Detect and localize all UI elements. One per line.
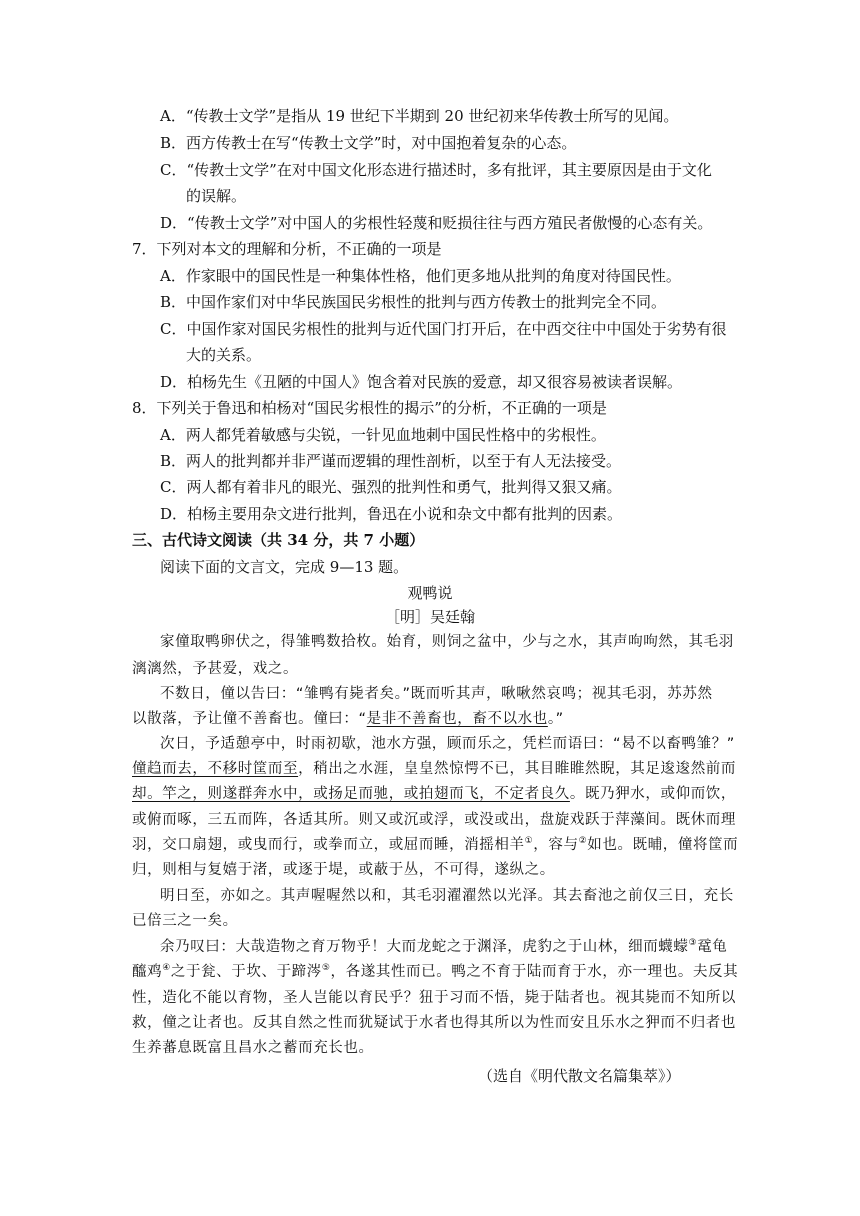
q8-option-d: D．柏杨主要用杂文进行批判，鲁迅在小说和杂文中都有批判的因素。 <box>160 505 623 523</box>
essay-text: 。既乃狎水，或仰而饮， <box>569 786 737 802</box>
essay-text: 羽，交口扇翅，或曳而行，或拳而立，或屈而睡，消摇相羊 <box>132 837 525 853</box>
essay-text: 以散落，予让僮不善畜也。僮曰：“ <box>132 711 367 727</box>
essay-p1-line2: 漓漓然，予甚爱，戏之。 <box>132 661 299 677</box>
q6-option-c-line1: C．“传教士文学”在对中国文化形态进行描述时，多有批评，其主要原因是由于文化 <box>160 161 712 179</box>
footnote-marker: ③ <box>688 938 698 948</box>
footnote-marker: ① <box>524 836 534 846</box>
underlined-sentence: 僮趋而去，不移时筐而至 <box>132 761 299 777</box>
underlined-sentence: 却。竿之，则遂群奔水中，或扬足而驰，或拍翅而飞，不定者良久 <box>132 786 570 802</box>
essay-p5-line5: 生养蕃息既富且昌水之蓄而充长也。 <box>132 1040 374 1056</box>
essay-p5-line3: 性，造化不能以育物，圣人岂能以育民乎？狃于习而不悟，毙于陆者也。视其毙而不知所以 <box>132 990 736 1006</box>
essay-title: 观鸭说 <box>407 584 453 602</box>
section-instruction: 阅读下面的文言文，完成 9—13 题。 <box>160 558 409 576</box>
essay-p5-line2 <box>132 962 738 982</box>
essay-p5-line4: 救，僮之让者也。反其自然之性而犹疑试于水者也得其所以为性而安且乐水之狎而不归者也 <box>132 1015 736 1031</box>
essay-text: 醯鸡 <box>132 964 163 980</box>
essay-p5-line1 <box>160 937 727 957</box>
q6-option-b: B．西方传教士在写“传教士文学”时，对中国抱着复杂的心态。 <box>160 134 577 152</box>
essay-p4-line2: 已倍三之一矣。 <box>132 913 238 929</box>
essay-p2-line2 <box>132 709 564 729</box>
section-heading: 三、古代诗文阅读（共 34 分，共 7 小题） <box>132 531 425 549</box>
q7-option-d: D．柏杨先生《丑陋的中国人》饱含着对民族的爱意，却又很容易被读者误解。 <box>160 373 683 391</box>
underlined-sentence: 是非不善畜也，畜不以水也 <box>366 711 548 727</box>
footnote-marker: ② <box>578 836 588 846</box>
q6-option-a: A．“传教士文学”是指从 19 世纪下半期到 20 世纪初来华传教士所写的见闻。 <box>160 107 679 125</box>
essay-p2-line1: 不数日，僮以告曰：“雏鸭有毙者矣。”既而听其声，啾啾然哀鸣；视其毛羽，苏苏然 <box>160 686 713 702</box>
essay-author: ［明］吴廷翰 <box>384 608 475 626</box>
essay-text: 余乃叹曰：大哉造物之育万物乎！大而龙蛇之于渊泽，虎豹之于山林，细而蠛蠓 <box>160 939 689 955</box>
q8-option-c: C．两人都有着非凡的眼光、强烈的批判性和勇气，批判得又狠又痛。 <box>160 478 622 496</box>
essay-p3-line4: 或俯而啄，三五而阵，各适其所。则又或沉或浮，或没或出，盘旋戏跃于萍藻间。既休而理 <box>132 812 736 828</box>
essay-text: 之于瓮、于坎、于蹄涔 <box>170 964 322 980</box>
q7-option-a: A．作家眼中的国民性是一种集体性格，他们更多地从批判的角度对待国民性。 <box>160 267 681 285</box>
essay-text: 。” <box>547 711 564 727</box>
q7-option-c-line1: C．中国作家对国民劣根性的批判与近代国门打开后，在中西交往中中国处于劣势有很 <box>160 320 727 338</box>
essay-p4-line1: 明日至，亦如之。其声喔喔然以和，其毛羽濯濯然以光泽。其去畜池之前仅三日，充长 <box>160 888 734 904</box>
q6-option-d: D．“传教士文学”对中国人的劣根性轻蔑和贬损往往与西方殖民者傲慢的心态有关。 <box>160 214 713 232</box>
q7-option-b: B．中国作家们对中华民族国民劣根性的批判与西方传教士的批判完全不同。 <box>160 293 667 311</box>
q8-option-b: B．两人的批判都并非严谨而逻辑的理性剖析，以至于有人无法接受。 <box>160 452 622 470</box>
essay-p3-line5 <box>132 835 738 855</box>
essay-p3-line1: 次日，予适憩亭中，时雨初歇，池水方强，顾而乐之，凭栏而语曰：“曷不以畜鸭雏？” <box>160 736 735 752</box>
essay-text: ，各遂其性而已。鸭之不育于陆而育于水，亦一理也。夫反其 <box>330 964 739 980</box>
footnote-marker: ⑤ <box>321 963 331 973</box>
essay-text: ，容与 <box>533 837 579 853</box>
q7-stem: 7．下列对本文的理解和分析，不正确的一项是 <box>132 240 442 258</box>
essay-text: 鼋龟 <box>697 939 728 955</box>
essay-p3-line2 <box>132 759 736 779</box>
essay-p1-line1: 家僮取鸭卵伏之，得雏鸭数拾枚。始育，则饲之盆中，少与之水，其声呴呴然，其毛羽 <box>160 634 734 650</box>
essay-text: ，稍出之水涯，皇皇然惊愕不已，其目睢睢然睨，其足逡逡然前而 <box>298 761 737 777</box>
essay-p3-line6: 归，则相与复嬉于渚，或逐于堤，或蔽于丛，不可得，遂纵之。 <box>132 862 555 878</box>
essay-p3-line3 <box>132 784 736 804</box>
q7-option-c-line2: 大的关系。 <box>186 346 262 364</box>
essay-text: 如也。既晡，僮将筐而 <box>587 837 739 853</box>
footnote-marker: ④ <box>162 963 171 973</box>
q8-option-a: A．两人都凭着敏感与尖锐，一针见血地刺中国民性格中的劣根性。 <box>160 426 606 444</box>
q6-option-c-line2: 的误解。 <box>186 187 247 205</box>
essay-source: （选自《明代散文名篇集萃》） <box>478 1067 681 1085</box>
q8-stem: 8．下列关于鲁迅和柏杨对“国民劣根性的揭示”的分析，不正确的一项是 <box>132 399 607 417</box>
